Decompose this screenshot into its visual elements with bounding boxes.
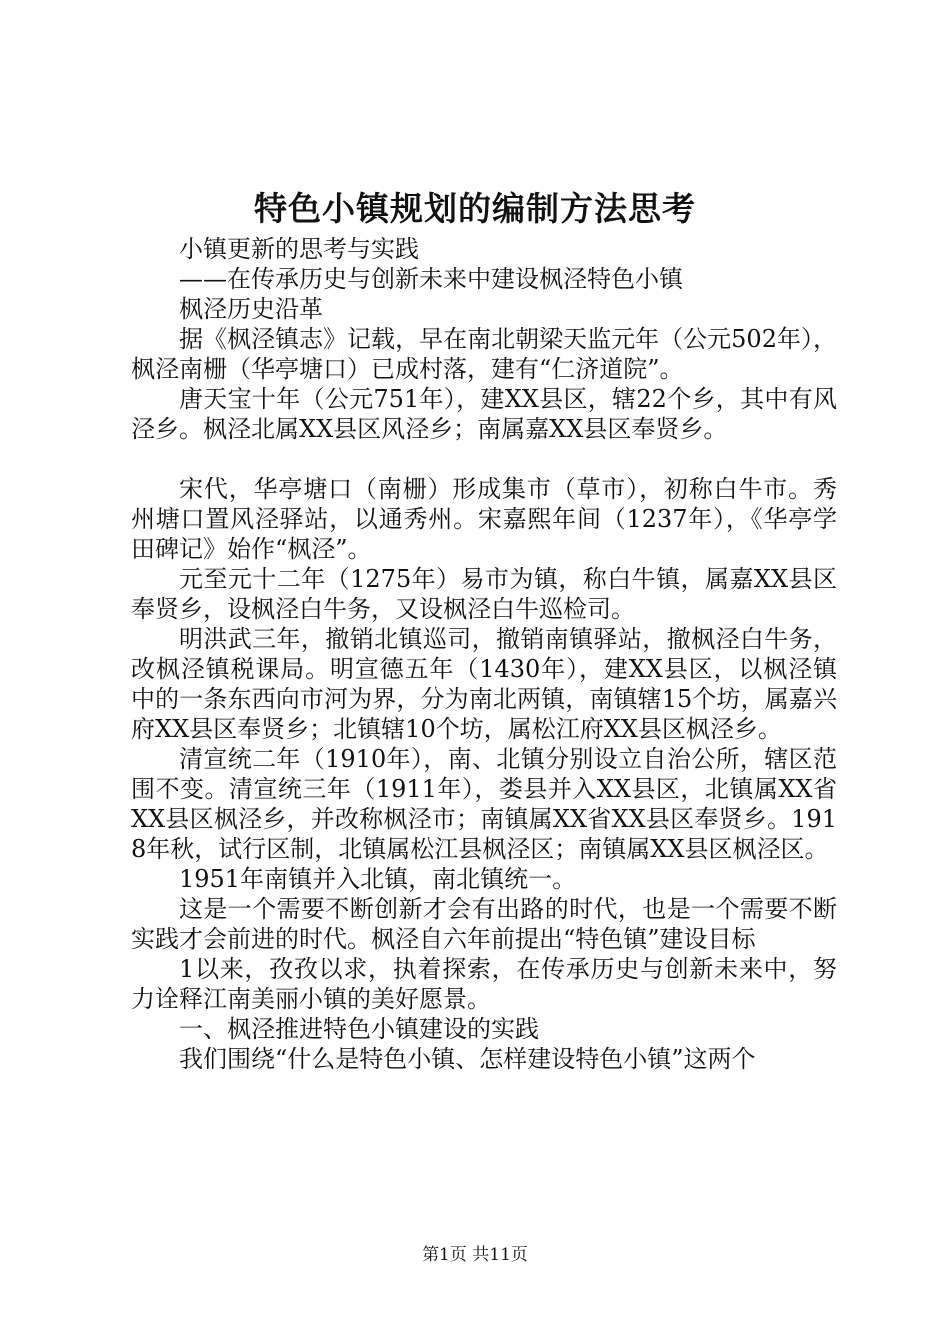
paragraph: 1951年南镇并入北镇，南北镇统一。 (179, 865, 577, 893)
paragraph-subtitle: 小镇更新的思考与实践 (179, 235, 419, 263)
paragraph: 我们围绕“什么是特色小镇、怎样建设特色小镇”这两个 (179, 1045, 756, 1073)
page-number-footer: 第1页 共11页 (422, 1245, 528, 1265)
paragraph: 这是一个需要不断创新才会有出路的时代，也是一个需要不断实践才会前进的时代。枫泾自六年前提出“特色镇”建设目标 (131, 895, 837, 953)
paragraph: 唐天宝十年（公元751年），建XX县区，辖22个乡，其中有风泾乡。枫泾北属XX县区风泾乡；南属嘉XX县区奉贤乡。 (131, 385, 837, 443)
paragraph: 据《枫泾镇志》记载，早在南北朝梁天监元年（公元502年），枫泾南栅（华亭塘口）已成村落，建有“仁济道院”。 (131, 325, 837, 383)
paragraph: 1以来，孜孜以求，执着探索，在传承历史与创新未来中，努力诠释江南美丽小镇的美好愿景。 (131, 955, 837, 1013)
paragraph: 宋代，华亭塘口（南栅）形成集市（草市），初称白牛市。秀州塘口置风泾驿站，以通秀州。宋嘉熙年间（1237年），《华亭学田碑记》始作“枫泾”。 (131, 475, 837, 563)
paragraph: 清宣统二年（1910年），南、北镇分别设立自治公所，辖区范围不变。清宣统三年（1911年），娄县并入XX县区，北镇属XX省XX县区枫泾乡，并改称枫泾市；南镇属XX省XX县区奉贤乡。1918年秋，试行区制，北镇属松江县枫泾区；南镇属XX县区枫泾区。 (131, 745, 837, 863)
paragraph: 元至元十二年（1275年）易市为镇，称白牛镇，属嘉XX县区奉贤乡，设枫泾白牛务，又设枫泾白牛巡检司。 (131, 565, 837, 623)
document-body (131, 234, 837, 1074)
paragraph-section-heading: 一、枫泾推进特色小镇建设的实践 (179, 1015, 539, 1043)
document-title: 特色小镇规划的编制方法思考 (254, 189, 696, 228)
paragraph: 明洪武三年，撤销北镇巡司，撤销南镇驿站，撤枫泾白牛务，改枫泾镇税课局。明宣德五年（1430年），建XX县区，以枫泾镇中的一条东西向市河为界，分为南北两镇，南镇辖15个坊，属嘉兴府XX县区奉贤乡；北镇辖10个坊，属松江府XX县区枫泾乡。 (131, 625, 837, 743)
paragraph-section-heading: 枫泾历史沿革 (179, 295, 323, 323)
paragraph-subheading: ——在传承历史与创新未来中建设枫泾特色小镇 (179, 265, 683, 293)
